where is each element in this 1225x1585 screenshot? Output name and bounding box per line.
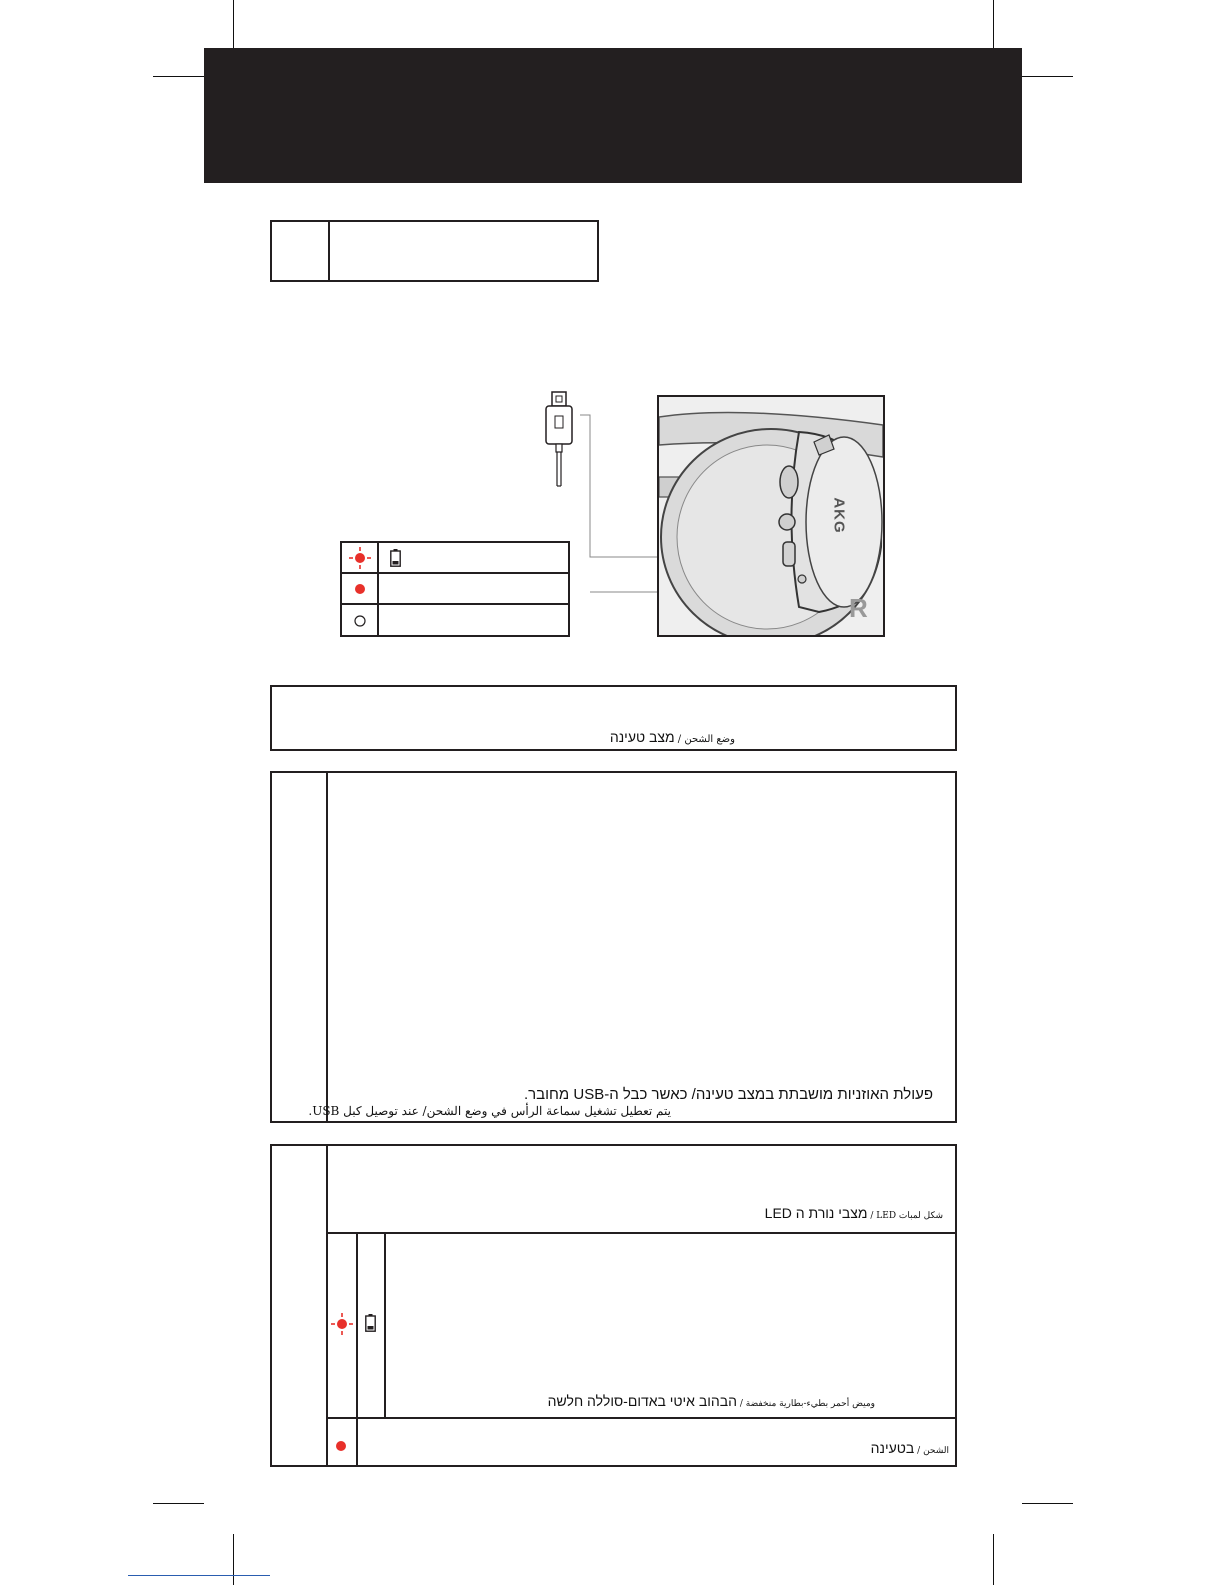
- table-divider: [356, 1232, 358, 1417]
- charging-note-arabic: يتم تعطيل تشغيل سماعة الرأس في وضع الشحن/ عند توصيل كبل USB.: [308, 1104, 671, 1118]
- crop-mark: [1022, 1503, 1073, 1504]
- led-patterns-table: [270, 1144, 957, 1467]
- led-legend: [340, 541, 570, 637]
- caption-separator: /: [737, 1399, 746, 1409]
- legend-row-solid: [342, 574, 568, 605]
- table-divider: [326, 1417, 957, 1419]
- solid-red-led-icon: [335, 1437, 347, 1456]
- charging-hebrew: בטעינה: [870, 1440, 915, 1456]
- header-band: [204, 48, 1022, 183]
- charging-mode-box: [270, 685, 957, 751]
- table-divider: [356, 1417, 358, 1467]
- crop-mark: [993, 0, 994, 48]
- table-divider: [326, 1232, 957, 1234]
- crop-mark: [233, 0, 234, 48]
- side-marker: R: [849, 593, 868, 623]
- crop-mark: [153, 1503, 204, 1504]
- step-label-box: [270, 220, 599, 282]
- flashing-red-led-icon: [331, 1313, 353, 1339]
- step-box-divider: [328, 222, 330, 280]
- charging-mode-arabic: وضع الشحن: [684, 734, 735, 745]
- crop-mark: [233, 1534, 234, 1585]
- low-battery-icon: [390, 549, 401, 571]
- crop-mark: [1022, 76, 1073, 77]
- led-patterns-arabic: شكل لمبات LED: [876, 1211, 943, 1221]
- low-battery-arabic: وميض أحمر بطيء-بطارية منخفضة: [745, 1399, 875, 1409]
- charging-note-box: [270, 771, 957, 1123]
- low-battery-icon: [365, 1314, 376, 1336]
- charging-mode-caption: [610, 727, 735, 746]
- flashing-red-led-icon: [342, 543, 379, 572]
- footer-link-underline: [128, 1575, 270, 1576]
- table-divider: [384, 1232, 386, 1417]
- caption-separator: /: [674, 734, 685, 745]
- note-box-divider: [326, 773, 328, 1121]
- charging-mode-hebrew: מצב טעינה: [609, 729, 675, 745]
- caption-separator: /: [914, 1446, 924, 1456]
- headphone-earcup-photo: [657, 395, 885, 637]
- crop-mark: [153, 76, 204, 77]
- legend-row-off: [342, 605, 568, 636]
- caption-separator: /: [867, 1211, 877, 1221]
- led-patterns-caption: [765, 1203, 943, 1222]
- led-row-charging: [871, 1438, 949, 1457]
- led-row-low-battery: [548, 1391, 875, 1410]
- low-battery-hebrew: הבהוב איטי באדום-סוללה חלשה: [547, 1393, 737, 1409]
- led-patterns-hebrew: מצבי נורת ה LED: [764, 1205, 868, 1221]
- led-off-icon: [342, 605, 379, 636]
- solid-red-led-icon: [342, 574, 379, 603]
- charging-arabic: الشحن: [923, 1446, 949, 1456]
- crop-mark: [993, 1534, 994, 1585]
- brand-mark: AKG: [830, 497, 848, 534]
- charging-note-hebrew: פעולת האוזניות מושבתת במצב טעינה/ כאשר כבל ה-USB מחובר.: [523, 1086, 933, 1103]
- legend-row-flashing: [342, 543, 568, 574]
